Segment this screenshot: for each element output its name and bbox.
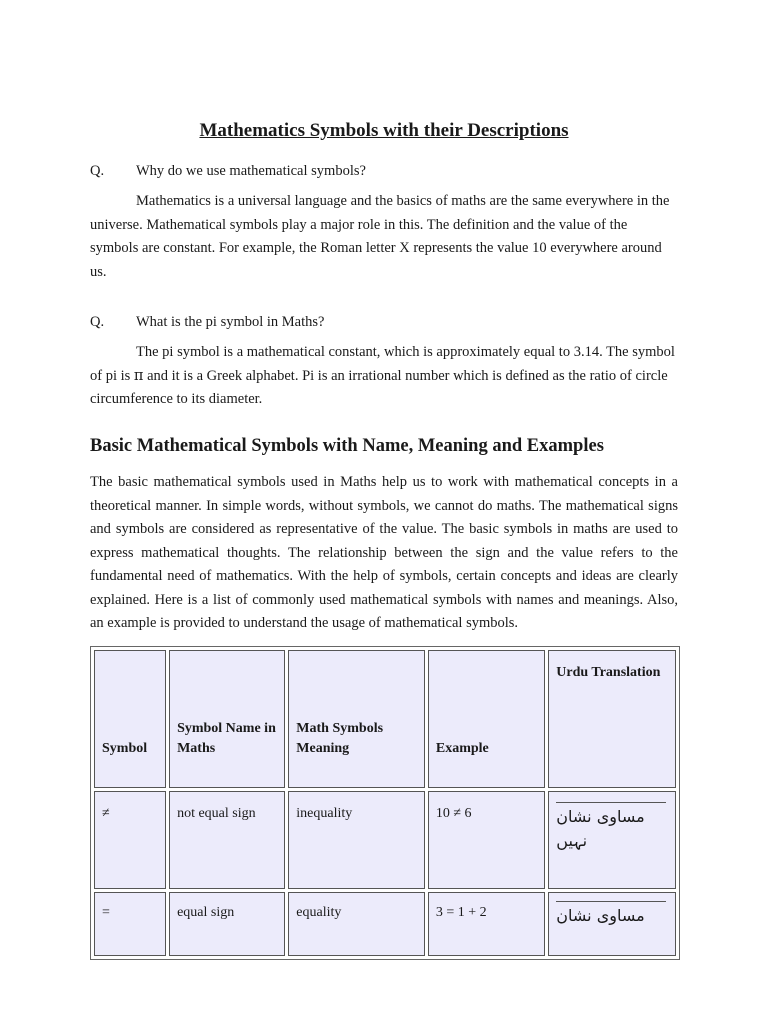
cell-name: equal sign (169, 892, 285, 956)
question-1 (90, 160, 680, 182)
header-symbol: Symbol (94, 650, 166, 788)
question-2-text: What is the pi symbol in Maths? (136, 314, 325, 330)
cell-name: not equal sign (169, 791, 285, 889)
page-title: Mathematics Symbols with their Descriptions (199, 120, 569, 141)
cell-urdu (548, 892, 676, 956)
urdu-translation: مساوی نشان نہیں (556, 802, 666, 853)
cell-meaning: equality (288, 892, 425, 956)
header-name: Symbol Name in Maths (169, 650, 285, 788)
section-heading: Basic Mathematical Symbols with Name, Meaning and Examples (90, 436, 604, 456)
cell-meaning: inequality (288, 791, 425, 889)
table-row (94, 791, 676, 889)
cell-symbol: ≠ (94, 791, 166, 889)
urdu-translation: مساوی نشان (556, 901, 666, 928)
header-example: Example (428, 650, 545, 788)
answer-2-part-1: The pi symbol is a mathematical constant, which is approximately equal to 3.14. The symbol of pi is (90, 344, 675, 384)
answer-2 (90, 341, 678, 412)
cell-symbol: = (94, 892, 166, 956)
table-row (94, 892, 676, 956)
answer-2-part-2: and it is a Greek alphabet. Pi is an irrational number which is defined as the ratio of circle circumference to its diameter. (90, 367, 668, 407)
cell-example: 10 ≠ 6 (428, 791, 545, 889)
question-2 (90, 311, 680, 333)
answer-1: Mathematics is a universal language and the basics of maths are the same everywhere in the universe. Mathematical symbols play a major role in this. The definition and the value of the symbols are constant. For example, the Roman letter X represents the value 10 everywhere around us. (90, 193, 670, 280)
question-1-text: Why do we use mathematical symbols? (136, 163, 366, 179)
section-intro: The basic mathematical symbols used in Maths help us to work with mathematical concepts in a theoretical manner. In simple words, without symbols, we cannot do maths. The mathematical signs and symbols are considered as representative of the value. The basic symbols in maths are used to express mathematical thoughts. The relationship between the sign and the value refers to the fundamental need of mathematics. With the help of symbols, certain concepts and ideas are clearly explained. Here is a list of commonly used mathematical symbols with names and meanings. Also, an example is provided to understand the usage of mathematical symbols. (90, 474, 678, 631)
header-meaning: Math Symbols Meaning (288, 650, 425, 788)
symbols-table (90, 646, 680, 960)
cell-example: 3 = 1 + 2 (428, 892, 545, 956)
cell-urdu (548, 791, 676, 889)
pi-symbol: π (133, 367, 144, 384)
table-header-row (94, 650, 676, 788)
question-1-label: Q. (90, 163, 105, 179)
header-urdu: Urdu Translation (548, 650, 676, 788)
question-2-label: Q. (90, 314, 105, 330)
